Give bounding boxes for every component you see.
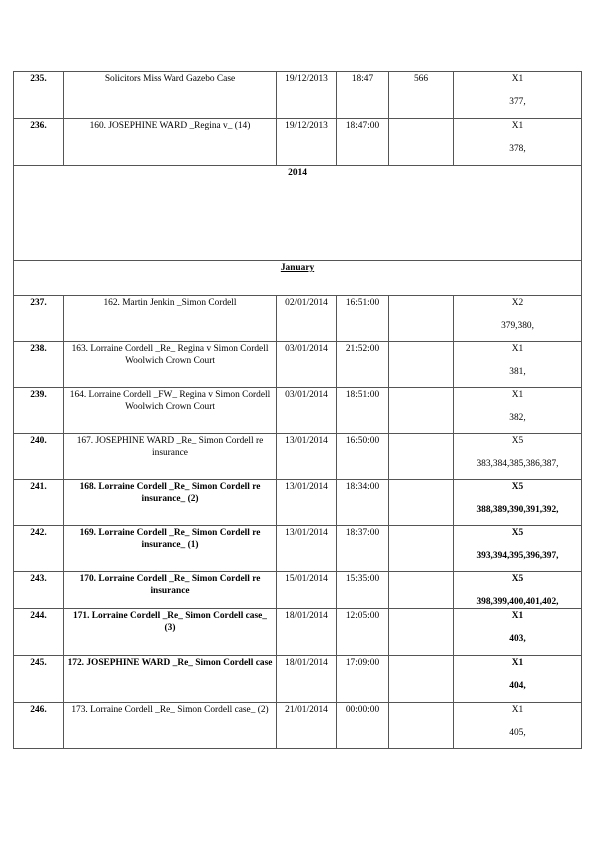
date-cell: 03/01/2014	[277, 342, 337, 388]
pages-cell	[454, 703, 582, 749]
page-count: X2	[511, 298, 524, 308]
entry-number-cell: 236.	[14, 119, 64, 166]
time-cell: 16:51:00	[337, 296, 389, 342]
table-row	[14, 572, 582, 609]
pages-cell	[454, 656, 582, 703]
table-row	[14, 609, 582, 656]
entry-number-cell: 235.	[14, 72, 64, 119]
reference-cell	[389, 609, 454, 656]
reference-cell	[389, 480, 454, 526]
page-numbers: 382,	[509, 412, 526, 423]
month-heading: January	[14, 261, 582, 296]
description-cell: 170. Lorraine Cordell _Re_ Simon Cordell re insurance	[64, 572, 277, 609]
reference-cell	[389, 656, 454, 703]
entry-number-cell: 246.	[14, 703, 64, 749]
page-count: X5	[511, 574, 524, 584]
page-count: X1	[511, 344, 524, 354]
description-cell: Solicitors Miss Ward Gazebo Case	[64, 72, 277, 119]
time-cell: 15:35:00	[337, 572, 389, 609]
table-row	[14, 434, 582, 480]
table-row	[14, 119, 582, 166]
description-cell: 163. Lorraine Cordell _Re_ Regina v Simon Cordell Woolwich Crown Court	[64, 342, 277, 388]
page-numbers: 388,389,390,391,392,	[476, 504, 559, 515]
description-cell: 160. JOSEPHINE WARD _Regina v_ (14)	[64, 119, 277, 166]
date-cell: 21/01/2014	[277, 703, 337, 749]
table-row	[14, 703, 582, 749]
date-cell: 03/01/2014	[277, 388, 337, 434]
year-row	[14, 166, 582, 261]
table-row	[14, 296, 582, 342]
time-cell: 18:47	[337, 72, 389, 119]
entry-number-cell: 242.	[14, 526, 64, 572]
entry-number-cell: 245.	[14, 656, 64, 703]
table-row	[14, 388, 582, 434]
month-row	[14, 261, 582, 296]
description-cell: 169. Lorraine Cordell _Re_ Simon Cordell re insurance_ (1)	[64, 526, 277, 572]
page-count: X1	[511, 658, 524, 668]
time-cell: 12:05:00	[337, 609, 389, 656]
pages-cell	[454, 480, 582, 526]
entry-number-cell: 237.	[14, 296, 64, 342]
reference-cell	[389, 342, 454, 388]
table-row	[14, 656, 582, 703]
page-numbers: 393,394,395,396,397,	[476, 550, 559, 561]
date-cell: 18/01/2014	[277, 609, 337, 656]
page-count: X1	[511, 390, 524, 400]
entry-number-cell: 240.	[14, 434, 64, 480]
entry-number-cell: 243.	[14, 572, 64, 609]
rows-2013	[14, 72, 582, 166]
page-count: X1	[511, 74, 524, 84]
page-count: X5	[511, 436, 524, 446]
reference-cell	[389, 703, 454, 749]
time-cell: 18:37:00	[337, 526, 389, 572]
pages-cell	[454, 119, 582, 166]
table-row	[14, 72, 582, 119]
page-count: X1	[511, 611, 524, 621]
page-numbers: 404,	[509, 680, 526, 691]
description-cell: 167. JOSEPHINE WARD _Re_ Simon Cordell re insurance	[64, 434, 277, 480]
description-cell: 173. Lorraine Cordell _Re_ Simon Cordell case_ (2)	[64, 703, 277, 749]
description-cell: 171. Lorraine Cordell _Re_ Simon Cordell case_ (3)	[64, 609, 277, 656]
page-numbers: 405,	[509, 727, 526, 738]
pages-cell	[454, 296, 582, 342]
table-row	[14, 342, 582, 388]
pages-cell	[454, 434, 582, 480]
page-numbers: 381,	[509, 366, 526, 377]
rows-2014	[14, 296, 582, 749]
table-row	[14, 480, 582, 526]
page-count: X1	[511, 705, 524, 715]
time-cell: 00:00:00	[337, 703, 389, 749]
date-cell: 02/01/2014	[277, 296, 337, 342]
date-cell: 19/12/2013	[277, 119, 337, 166]
reference-cell	[389, 434, 454, 480]
table-row	[14, 526, 582, 572]
description-cell: 172. JOSEPHINE WARD _Re_ Simon Cordell case	[64, 656, 277, 703]
evidence-index-table	[13, 71, 582, 749]
page-numbers: 379,380,	[501, 320, 534, 331]
year-section	[14, 166, 582, 296]
page-count: X5	[511, 528, 524, 538]
pages-cell	[454, 388, 582, 434]
page-numbers: 398,399,400,401,402,	[476, 596, 559, 607]
date-cell: 13/01/2014	[277, 480, 337, 526]
pages-cell	[454, 342, 582, 388]
page-numbers: 377,	[509, 96, 526, 107]
page-count: X1	[511, 121, 524, 131]
reference-cell: 566	[389, 72, 454, 119]
reference-cell	[389, 296, 454, 342]
entry-number-cell: 239.	[14, 388, 64, 434]
reference-cell	[389, 388, 454, 434]
description-cell: 162. Martin Jenkin _Simon Cordell	[64, 296, 277, 342]
time-cell: 16:50:00	[337, 434, 389, 480]
pages-cell	[454, 609, 582, 656]
page-count: X5	[511, 482, 524, 492]
entry-number-cell: 241.	[14, 480, 64, 526]
reference-cell	[389, 572, 454, 609]
time-cell: 18:34:00	[337, 480, 389, 526]
time-cell: 18:47:00	[337, 119, 389, 166]
description-cell: 164. Lorraine Cordell _FW_ Regina v Simon Cordell Woolwich Crown Court	[64, 388, 277, 434]
date-cell: 19/12/2013	[277, 72, 337, 119]
time-cell: 18:51:00	[337, 388, 389, 434]
pages-cell	[454, 572, 582, 609]
reference-cell	[389, 526, 454, 572]
entry-number-cell: 238.	[14, 342, 64, 388]
time-cell: 21:52:00	[337, 342, 389, 388]
date-cell: 18/01/2014	[277, 656, 337, 703]
page-numbers: 383,384,385,386,387,	[476, 458, 559, 469]
entry-number-cell: 244.	[14, 609, 64, 656]
date-cell: 13/01/2014	[277, 526, 337, 572]
pages-cell	[454, 526, 582, 572]
date-cell: 13/01/2014	[277, 434, 337, 480]
page-numbers: 378,	[509, 143, 526, 154]
year-heading: 2014	[14, 166, 582, 261]
date-cell: 15/01/2014	[277, 572, 337, 609]
time-cell: 17:09:00	[337, 656, 389, 703]
reference-cell	[389, 119, 454, 166]
description-cell: 168. Lorraine Cordell _Re_ Simon Cordell re insurance_ (2)	[64, 480, 277, 526]
page-numbers: 403,	[509, 633, 526, 644]
pages-cell	[454, 72, 582, 119]
